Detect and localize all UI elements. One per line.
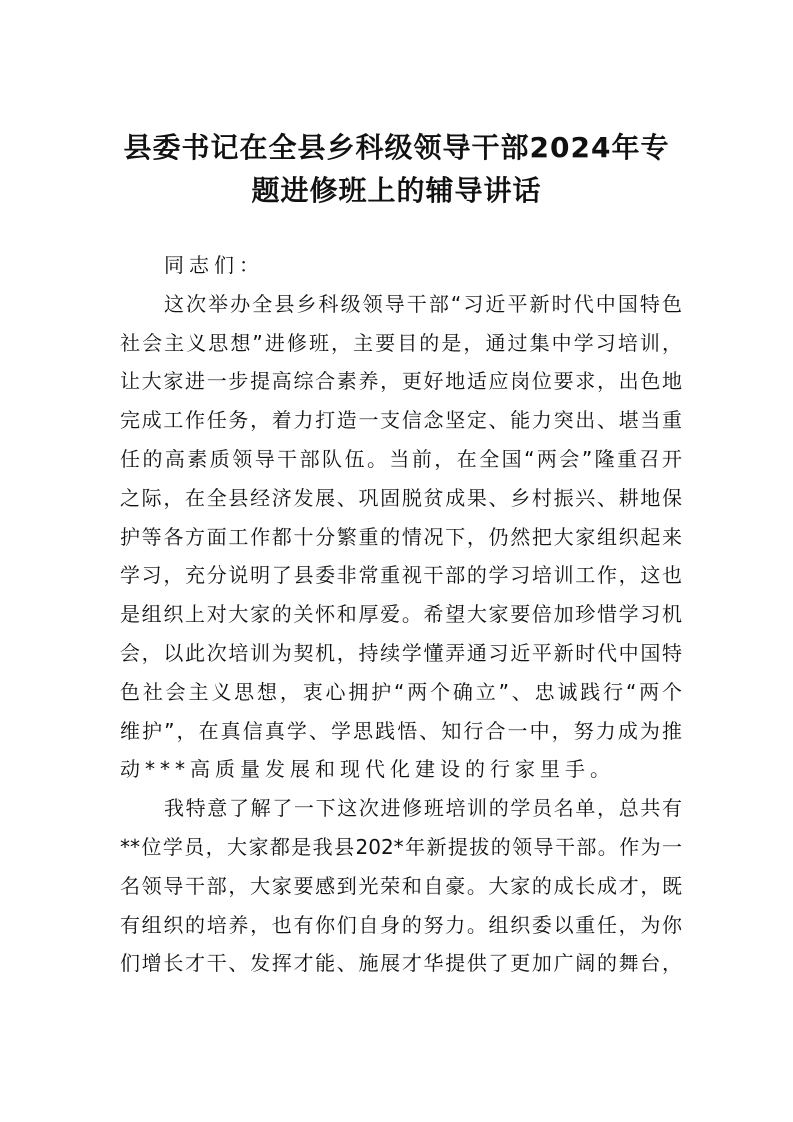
text-line: 学习，充分说明了县委非常重视干部的学习培训工作，这也 [120,563,682,588]
text-line: 名领导干部，大家要感到光荣和自豪。大家的成长成才，既 [120,873,682,898]
title-line-2: 题进修班上的辅导讲话 [251,174,542,207]
text-line: 社会主义思想”进修班，主要目的是，通过集中学习培训， [120,330,682,355]
text-line: 任的高素质领导干部队伍。当前，在全国“两会”隆重召开 [120,446,682,471]
paragraph-1 [120,285,682,789]
text-line: 有组织的培养，也有你们自身的努力。组织委以重任，为你 [120,912,682,937]
title-line-1: 县委书记在全县乡科级领导干部2024年专 [123,131,670,164]
text-line: 护等各方面工作都十分繁重的情况下，仍然把大家组织起来 [120,524,682,549]
text-line: 色社会主义思想，衷心拥护“两个确立”、忠诚践行“两个 [120,679,682,704]
paragraph-2 [120,789,682,983]
text-line: 让大家进一步提高综合素养，更好地适应岗位要求，出色地 [120,369,682,394]
text-line: **位学员，大家都是我县202*年新提拔的领导干部。作为一 [120,834,682,859]
document-body [120,246,682,983]
text-line: 维护”，在真信真学、学思践悟、知行合一中，努力成为推 [120,718,682,743]
greeting: 同志们： [164,253,264,277]
text-line: 动***高质量发展和现代化建设的行家里手。 [120,757,615,782]
text-line: 是组织上对大家的关怀和厚爱。希望大家要倍加珍惜学习机 [120,602,682,627]
text-line: 这次举办全县乡科级领导干部“习近平新时代中国特色 [164,291,682,316]
text-line: 们增长才干、发挥才能、施展才华提供了更加广阔的舞台， [120,951,682,976]
document-title [100,126,693,212]
text-line: 会，以此次培训为契机，持续学懂弄通习近平新时代中国特 [120,640,682,665]
text-line: 完成工作任务，着力打造一支信念坚定、能力突出、堪当重 [120,408,682,433]
text-line: 之际，在全县经济发展、巩固脱贫成果、乡村振兴、耕地保 [120,485,682,510]
text-line: 我特意了解了一下这次进修班培训的学员名单，总共有 [164,796,682,821]
